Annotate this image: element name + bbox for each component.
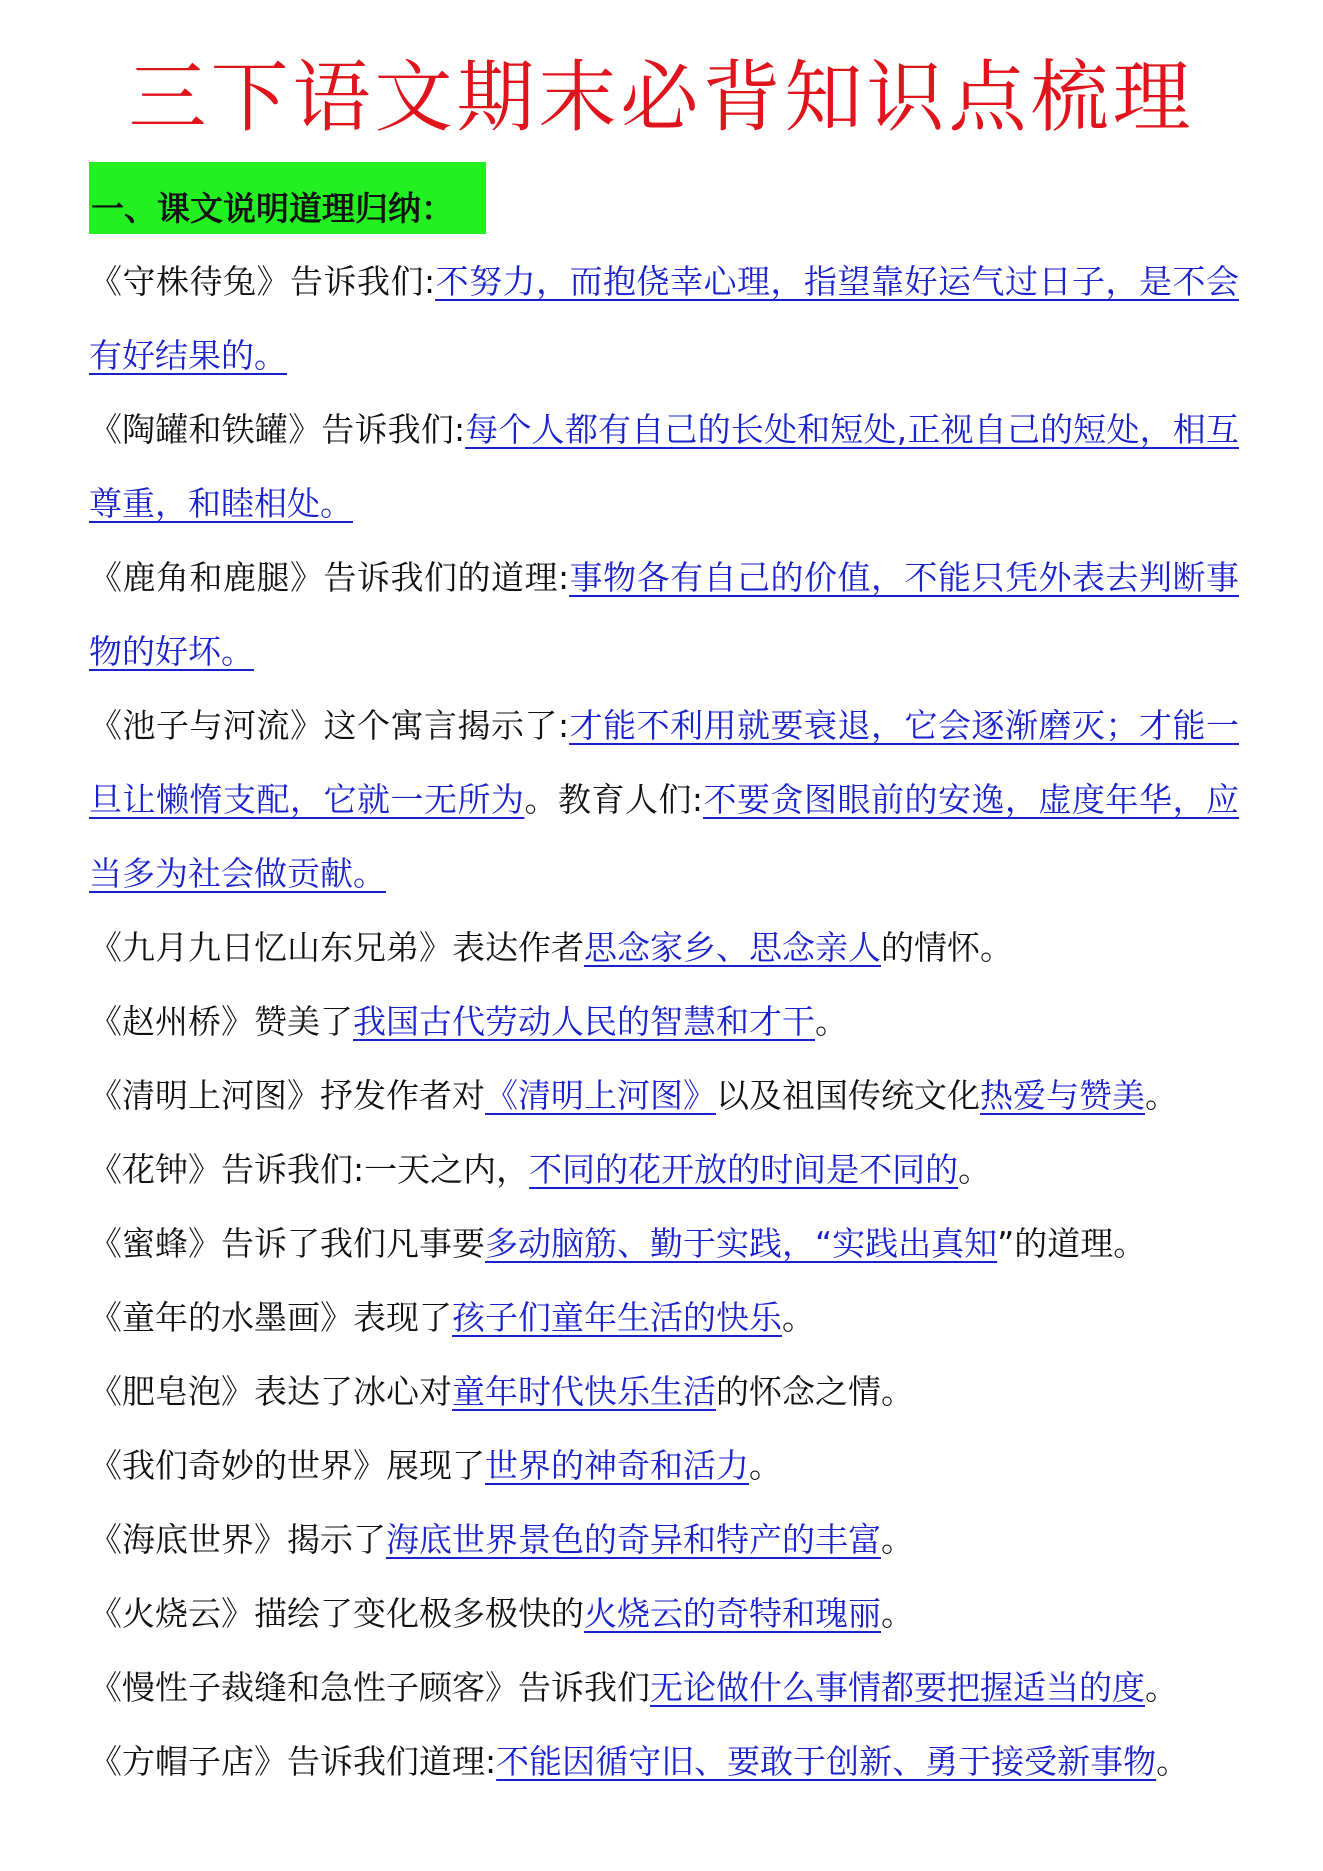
lesson-text: 《肥皂泡》表达了冰心对 [89, 1372, 452, 1411]
lesson-text: 。教育人们: [524, 780, 704, 819]
lesson-item [89, 1355, 1239, 1429]
lesson-text: 《花钟》告诉我们:一天之内， [89, 1150, 530, 1189]
lesson-item [89, 1429, 1239, 1503]
lesson-text: 的情怀。 [881, 928, 1013, 967]
lesson-moral-text: 火烧云的奇特和瑰丽 [584, 1594, 881, 1633]
lessons-list [89, 245, 1239, 1799]
lesson-moral-text: 思念家乡、思念亲人 [584, 928, 881, 967]
lesson-item [89, 1651, 1239, 1725]
section-heading: 一、课文说明道理归纳： [89, 162, 486, 234]
lesson-item [89, 1059, 1239, 1133]
lesson-text: 。 [1156, 1742, 1190, 1781]
lesson-text: 。 [1145, 1668, 1178, 1707]
lesson-text: 以及祖国传统文化 [716, 1076, 980, 1115]
lesson-text: 的怀念之情。 [716, 1372, 914, 1411]
lesson-moral-text: 无论做什么事情都要把握适当的度 [650, 1668, 1145, 1707]
lesson-text: 。 [881, 1520, 914, 1559]
lesson-text: 《鹿角和鹿腿》告诉我们的道理: [89, 558, 570, 597]
lesson-text: 《海底世界》揭示了 [89, 1520, 386, 1559]
lesson-item [89, 1207, 1239, 1281]
lesson-item [89, 245, 1239, 393]
lesson-item [89, 1133, 1239, 1207]
lesson-item [89, 1503, 1239, 1577]
lesson-moral-text: 多动脑筋、勤于实践，“实践出真知 [485, 1224, 998, 1263]
lesson-moral-text: 不要贪图眼前的安逸，虚度年华，应当多为社会做贡献。 [89, 780, 1240, 893]
lesson-text: 《慢性子裁缝和急性子顾客》告诉我们 [89, 1668, 650, 1707]
lesson-text: 。 [1145, 1076, 1178, 1115]
lesson-item [89, 985, 1239, 1059]
lesson-text: 《蜜蜂》告诉了我们凡事要 [89, 1224, 485, 1263]
lesson-item [89, 911, 1239, 985]
lesson-item [89, 1281, 1239, 1355]
lesson-text: 《池子与河流》这个寓言揭示了: [89, 706, 570, 745]
lesson-text: 《守株待兔》告诉我们: [89, 262, 436, 301]
lesson-text: 《清明上河图》抒发作者对 [89, 1076, 485, 1115]
lesson-moral-text: 海底世界景色的奇异和特产的丰富 [386, 1520, 881, 1559]
lesson-moral-text: 每个人都有自己的长处和短处,正视自己的短处，相互尊重，和睦相处。 [89, 410, 1239, 523]
lesson-text: 。 [881, 1594, 914, 1633]
lesson-moral-text: 世界的神奇和活力 [485, 1446, 749, 1485]
lesson-text: 《赵州桥》赞美了 [89, 1002, 353, 1041]
lesson-item [89, 393, 1239, 541]
lesson-moral-text: 才能不利用就要衰退，它会逐渐磨灭；才能一旦让懒惰支配，它就一无所为 [89, 706, 1240, 819]
lesson-moral-text: 不同的花开放的时间是不同的 [529, 1150, 959, 1189]
lesson-text: ”的道理。 [997, 1224, 1147, 1263]
page-title: 三下语文期末必背知识点梳理 [128, 53, 1195, 143]
lesson-item [89, 689, 1239, 911]
lesson-item [89, 541, 1239, 689]
lesson-text: 《九月九日忆山东兄弟》表达作者 [89, 928, 584, 967]
lesson-moral-text: 童年时代快乐生活 [452, 1372, 716, 1411]
lesson-text: 《陶罐和铁罐》告诉我们: [89, 410, 466, 449]
lesson-item [89, 1577, 1239, 1651]
lesson-text: 《童年的水墨画》表现了 [89, 1298, 452, 1337]
lesson-moral-text: 热爱与赞美 [980, 1076, 1145, 1115]
lesson-text: 《火烧云》描绘了变化极多极快的 [89, 1594, 584, 1633]
lesson-moral-text: 我国古代劳动人民的智慧和才干 [353, 1002, 815, 1041]
lesson-text: 。 [815, 1002, 848, 1041]
lesson-item [89, 1725, 1239, 1799]
lesson-text: 。 [958, 1150, 992, 1189]
lesson-moral-text: 不努力，而抱侥幸心理，指望靠好运气过日子，是不会有好结果的。 [89, 262, 1240, 375]
lesson-moral-text: 不能因循守旧、要敢于创新、勇于接受新事物 [496, 1742, 1157, 1781]
lesson-text: 《方帽子店》告诉我们道理: [89, 1742, 497, 1781]
lesson-moral-text: 事物各有自己的价值，不能只凭外表去判断事物的好坏。 [89, 558, 1240, 671]
lesson-text: 《我们奇妙的世界》展现了 [89, 1446, 485, 1485]
lesson-moral-text: 孩子们童年生活的快乐 [452, 1298, 782, 1337]
lesson-moral-text: 《清明上河图》 [485, 1076, 716, 1115]
lesson-text: 。 [749, 1446, 782, 1485]
lesson-text: 。 [782, 1298, 815, 1337]
